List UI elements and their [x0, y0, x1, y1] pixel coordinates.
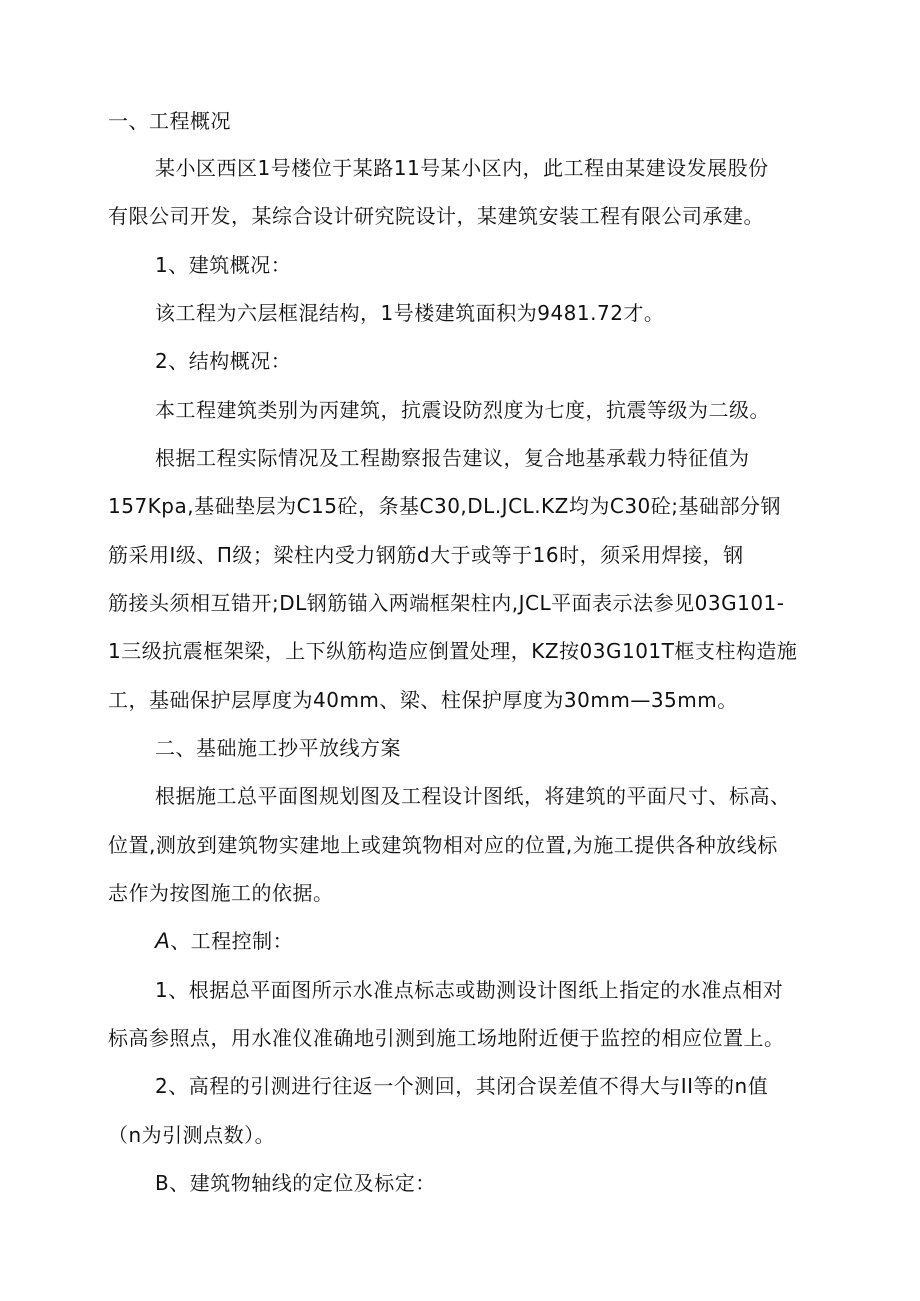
paragraph-line: 筋采用Ⅰ级、Π级；梁柱内受力钢筋d大于或等于16时，须采用焊接，钢: [108, 543, 744, 567]
paragraph-line: 2、高程的引测进行往返一个测回，其闭合误差值不得大与II等的n值: [155, 1074, 769, 1098]
paragraph-line: 某小区西区1号楼位于某路11号某小区内，此工程由某建设发展股份: [155, 156, 769, 180]
section-heading-project-overview: 一、工程概况: [108, 109, 231, 133]
paragraph-line: 本工程建筑类别为丙建筑，抗震设防烈度为七度，抗震等级为二级。: [155, 398, 770, 422]
paragraph-line: （n为引测点数）。: [108, 1123, 276, 1147]
paragraph-line: 该工程为六层框混结构，1号楼建筑面积为9481.72才。: [155, 301, 665, 325]
paragraph-line: 志作为按图施工的依据。: [108, 881, 334, 905]
paragraph-line: 根据施工总平面图规划图及工程设计图纸，将建筑的平面尺寸、标高、: [155, 784, 791, 808]
subheading-text: 、工程控制：: [170, 929, 294, 953]
paragraph-line: 标高参照点，用水准仪准确地引测到施工场地附近便于监控的相应位置上。: [108, 1026, 785, 1050]
section-heading-foundation-layout: 二、基础施工抄平放线方案: [155, 736, 401, 760]
paragraph-line: 1、根据总平面图所示水准点标志或勘测设计图纸上指定的水准点相对: [155, 978, 784, 1002]
paragraph-line: 位置,测放到建筑物实建地上或建筑物相对应的位置,为施工提供各种放线标: [108, 833, 778, 857]
paragraph-line: 筋接头须相互错开;DL钢筋锚入两端框架柱内,JCL平面表示法参见03G101-: [108, 591, 785, 615]
subheading-axis-positioning: B、建筑物轴线的定位及标定：: [155, 1171, 436, 1195]
control-letter: A: [155, 928, 171, 953]
subheading-building-overview: 1、建筑概况：: [155, 253, 292, 277]
paragraph-line: 根据工程实际情况及工程勘察报告建议，复合地基承载力特征值为: [155, 446, 750, 470]
paragraph-line: 1三级抗震框架梁，上下纵筋构造应倒置处理，KZ按03G101T框支柱构造施: [108, 639, 798, 663]
subheading-structure-overview: 2、结构概况：: [155, 349, 292, 373]
paragraph-line: 有限公司开发，某综合设计研究院设计，某建筑安装工程有限公司承建。: [108, 204, 764, 228]
paragraph-line: 157Kpa,基础垫层为C15砼，条基C30,DL.JCL.KZ均为C30砼;基础部分钢: [108, 494, 782, 518]
subheading-engineering-control: [155, 928, 293, 954]
paragraph-line: 工，基础保护层厚度为40mm、梁、柱保护厚度为30mm—35mm。: [108, 688, 738, 712]
